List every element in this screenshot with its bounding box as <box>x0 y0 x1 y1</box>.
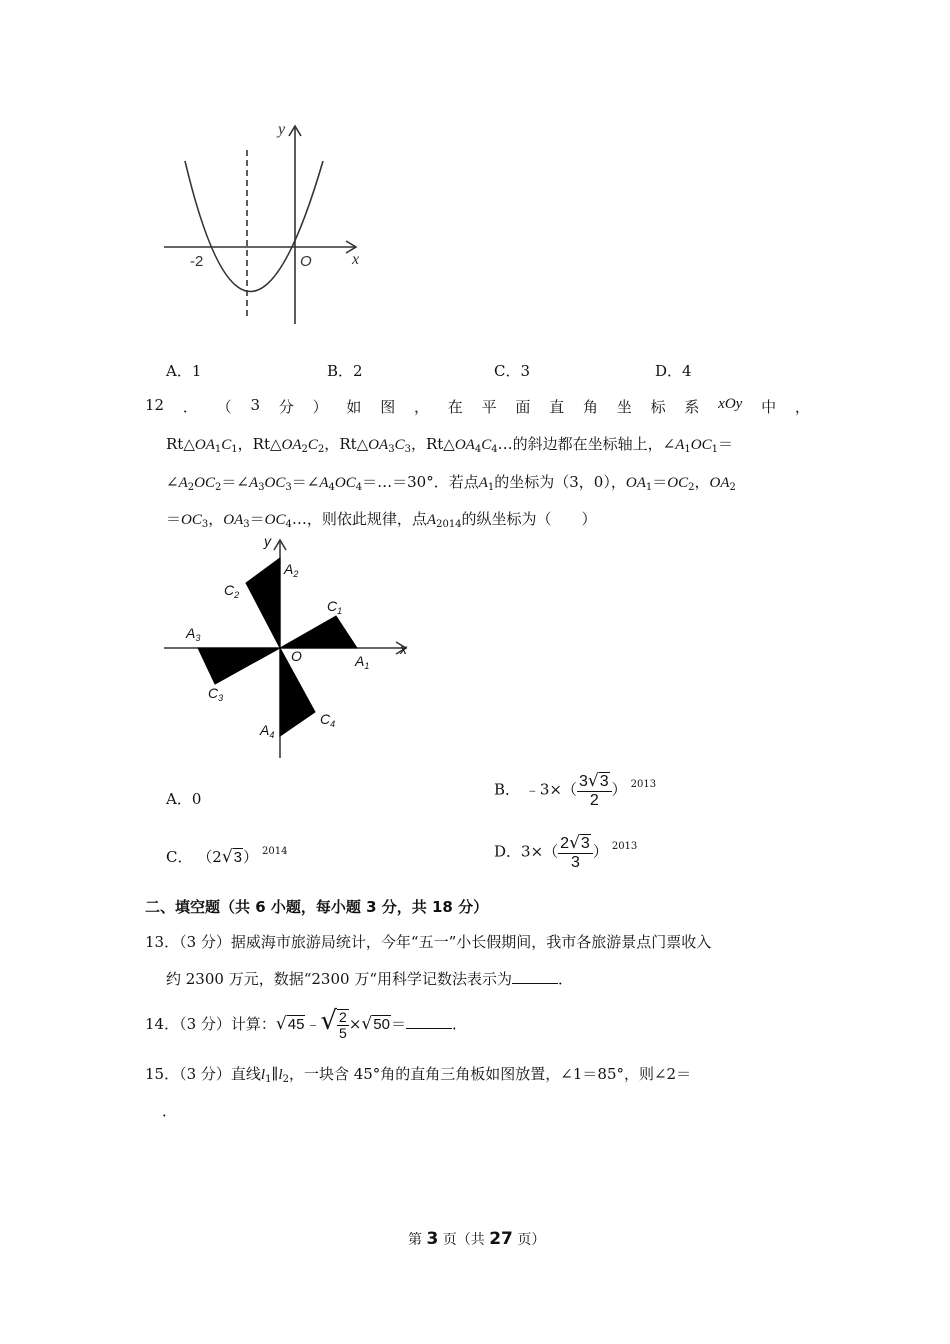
q12-option-c: C． （2√3） $^{2014}$ <box>166 846 288 867</box>
label-a2: $A_2$ <box>284 561 299 579</box>
option-d-fraction: $\frac{2√3}{3}$ <box>558 834 593 871</box>
q12-option-b: B． ﹣3×（ $\frac{3√3}{2}$ ） $^{2013}$ <box>494 771 657 809</box>
parabola-curve <box>185 161 323 292</box>
q14-line: 14．（3 分）计算：√45﹣√ $\frac{2}{5}$ ×√50＝ ． <box>145 1006 467 1041</box>
axis-y-label: y <box>278 121 286 138</box>
q12-line1: 12 ． （ 3 分 ） 如 图 ， 在 平 面 直 角 坐 标 系 xOy 中 ， <box>145 396 810 416</box>
fig2-y-label: y <box>264 533 271 549</box>
label-c1: $C_1$ <box>327 598 343 616</box>
q14-answer-blank <box>406 1014 452 1029</box>
q11-option-d: D．4 <box>655 362 692 380</box>
q11-option-a: A．1 <box>166 362 202 380</box>
fig2-origin: O <box>291 648 302 664</box>
axis-x-label: x <box>352 251 360 268</box>
tick-neg2: -2 <box>190 253 204 270</box>
q12-option-a: A．0 <box>166 790 202 808</box>
q13-line2: 约 2300 万元，数据“2300 万“用科学记数法表示为 ． <box>166 970 574 988</box>
q12-line4: $=OC_3$，$OA_3=OC_4\dots$，则依此规律，点$A_{2014}$的纵坐标为（ ） <box>166 510 597 530</box>
q11-option-c: C．3 <box>494 362 531 380</box>
triangle-oa2c2 <box>246 558 280 648</box>
q15-line2: ． <box>162 1102 178 1120</box>
page-footer: 第 3 页（共 27 页） <box>408 1229 546 1249</box>
total-pages: 27 <box>489 1229 513 1249</box>
q14-fraction: $\frac{2}{5}$ <box>339 1008 347 1041</box>
option-b-fraction: $\frac{3√3}{2}$ <box>577 772 612 809</box>
q12-line2: $Rt\triangle OA_1C_1$，$Rt\triangle OA_2C_2$，$Rt\triangle OA_3C_3$，$Rt\triangle OA_4C_4\dots$的斜边都在坐标轴上，$\angle A_1OC_1=$ <box>166 435 733 455</box>
label-a1: $A_1$ <box>355 653 370 671</box>
label-a4: $A_4$ <box>260 722 275 740</box>
pinwheel-figure <box>150 530 420 765</box>
q12-option-d: D．3×（ $\frac{2√3}{3}$ ） $^{2013}$ <box>494 833 638 871</box>
label-c3: $C_3$ <box>208 685 224 703</box>
label-c4: $C_4$ <box>320 711 336 729</box>
current-page: 3 <box>426 1229 439 1249</box>
xoy-label: xOy <box>718 396 743 412</box>
section-heading: 二、填空题（共 6 小题，每小题 3 分，共 18 分） <box>145 898 489 916</box>
q13-answer-blank <box>512 969 558 984</box>
q13-line1: 13．（3 分）据威海市旅游局统计，今年“五一”小长假期间，我市各旅游景点门票收入 <box>145 933 712 951</box>
q12-number: 12 <box>145 396 165 414</box>
origin-label: O <box>300 253 312 270</box>
parabola-figure <box>150 110 380 340</box>
q12-line3: $\angle A_2OC_2=\angle A_3OC_3=\angle A_4OC_4=\dots=30^\circ$．若点$A_1$的坐标为（3，0），$OA_1=OC_2$，$OA_2$ <box>166 473 736 493</box>
triangle-oa3c3 <box>198 648 280 684</box>
label-c2: $C_2$ <box>224 582 240 600</box>
label-a3: $A_3$ <box>186 625 201 643</box>
triangle-oa1c1 <box>280 616 357 648</box>
q15-line1: 15．（3 分）直线$l_1\parallel l_2$，一块含 45°角的直角三角板如图放置，∠1＝85°，则∠2＝ <box>145 1065 692 1085</box>
fig2-x-label: x <box>400 641 407 657</box>
q11-option-b: B．2 <box>327 362 363 380</box>
